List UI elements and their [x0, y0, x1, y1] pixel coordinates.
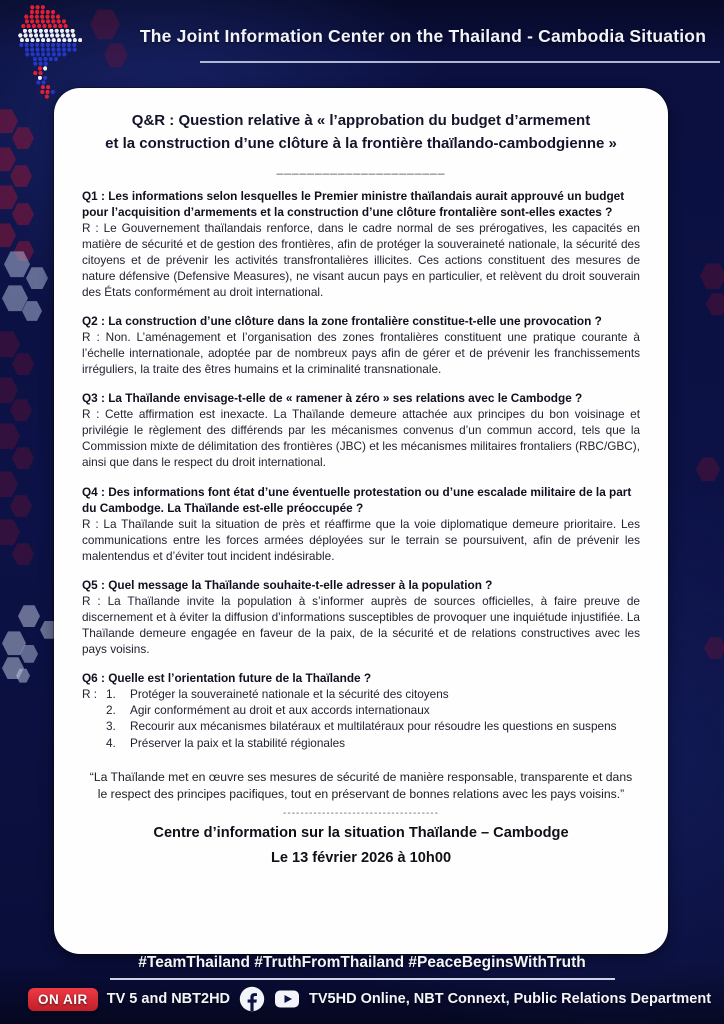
hexagon-shape [0, 146, 16, 172]
qa-section-q2 [82, 313, 640, 377]
document-title-line2: et la construction d’une clôture à la frontière thaïlando-cambodgienne » [105, 134, 617, 152]
question: Q3 : La Thaïlande envisage-t-elle de « ramener à zéro » ses relations avec le Cambodge ? [82, 391, 583, 406]
answer: R : La Thaïlande invite la population à s’informer auprès de sources officielles, à faire preuve de discernement et à éviter la diffusion d’informations susceptibles de provoquer une inquiétude injustifiée. La Thaïlande demeure engagée en faveur de la paix, de la sécurité et de relations constructives avec les pays voisins. [82, 593, 640, 656]
document-card [54, 88, 668, 954]
footer-divider [110, 978, 615, 980]
footer-bar [28, 984, 718, 1014]
closing-quote: “La Thaïlande met en œuvre ses mesures de sécurité de manière responsable, transparente et dans le respect des principes pacifiques, tout en préservant de bonnes relations avec les pays voisins.” [89, 769, 633, 802]
answer: R : La Thaïlande suit la situation de près et réaffirme que la voie diplomatique demeure prioritaire. Les communications entre les forces armées déployées sur le terrain se poursuivent, afin de prévenir les malentendus et d’éviter tout incident indésirable. [82, 516, 640, 563]
qa-section-q3 [82, 390, 640, 470]
question: Q2 : La construction d’une clôture dans la zone frontalière constitue-t-elle une provocation ? [82, 314, 602, 329]
facebook-icon [239, 986, 265, 1012]
hexagon-shape [0, 184, 18, 210]
hashtags: #TeamThailand #TruthFromThailand #PeaceBeginsWithTruth [138, 954, 586, 971]
platforms-label: TV5HD Online, NBT Connext, Public Relations Department [309, 991, 712, 1007]
channels-label: TV 5 and NBT2HD [106, 991, 231, 1007]
on-air-badge: ON AIR [28, 988, 98, 1011]
hexagon-shape [26, 266, 48, 290]
answer: R : Le Gouvernement thaïlandais renforce, dans le cadre normal de ses prérogatives, les capacités en matière de sécurité et de gestion des frontières, afin de protéger la souveraineté nationale, la sécurité des citoyens et de prévenir les activités transfrontalières illicites. Ces actions constituent des mesures de nature défensive (Defensive Measures), ne visant aucun pays en particulier, et relèvent du droit souverain des États conformément au droit international. [82, 221, 640, 300]
question: Q5 : Quel message la Thaïlande souhaite-t-elle adresser à la population ? [82, 577, 493, 592]
hexagon-shape [704, 636, 724, 660]
hexagon-shape [0, 422, 20, 451]
hexagon-shape [10, 398, 32, 422]
organization-line: Centre d’information sur la situation Thaïlande – Cambodge [153, 824, 569, 841]
answer: R : Non. L’aménagement et l’organisation des zones frontalières constituent une pratique courante à l’échelle internationale, adoptée par de nombreux pays afin de gérer et de prévenir les franchissements irréguliers, la traite des êtres humains et la criminalité transnationale. [82, 330, 640, 377]
answer: R : Cette affirmation est inexacte. La Thaïlande demeure attachée aux principes du bon voisinage et privilégie le règlement des différends par les mécanismes convenus d’un commun accord, tels que la Commission mixte de délimitation des frontières (JBC) et les mécanismes militaires frontaliers (RBC/GBC), ainsi que dans le respect du droit international. [82, 407, 640, 470]
answer-list-item: 3. Recourir aux mécanismes bilatéraux et multilatéraux pour résoudre les questions en suspens [106, 719, 617, 734]
header-title: The Joint Information Center on the Thailand - Cambodia Situation [139, 26, 707, 46]
header [0, 0, 724, 88]
hexagon-shape [12, 126, 34, 150]
qa-section-q1 [82, 188, 640, 300]
hexagon-shape [706, 292, 724, 316]
hexagon-shape [12, 542, 34, 566]
hexagon-shape [18, 604, 40, 628]
answer-list-item: R : 1. Protéger la souveraineté nationale et la sécurité des citoyens [82, 686, 449, 701]
qa-section-q6 [82, 670, 640, 751]
hexagon-shape [10, 494, 32, 518]
hexagon-shape [0, 108, 18, 134]
qa-section-q5 [82, 577, 640, 657]
hexagon-shape [0, 222, 16, 248]
footer-separator: ------------------------------------ [283, 807, 439, 819]
answer-list-item: 2. Agir conformément au droit et aux accords internationaux [106, 703, 430, 718]
title-separator: ______________________ [276, 161, 446, 175]
date-line: Le 13 février 2026 à 10h00 [270, 849, 452, 866]
header-divider [200, 61, 720, 63]
question: Q1 : Les informations selon lesquelles le Premier ministre thaïlandais aurait approuvé un budget pour l’acquisition d’armements et la construction d’une clôture frontalière sont-elles exactes ? [82, 189, 625, 220]
question: Q4 : Des informations font état d’une éventuelle protestation ou d’une escalade militaire de la part du Cambodge. La Thaïlande est-elle préoccupée ? [82, 484, 632, 515]
hexagon-shape [12, 352, 34, 376]
hexagon-shape [696, 456, 720, 482]
answer-list-item: 4. Préserver la paix et la stabilité régionales [106, 735, 346, 750]
qa-list [82, 188, 640, 751]
hexagon-shape [0, 518, 20, 547]
hexagon-shape [700, 262, 724, 291]
question: Q6 : Quelle est l’orientation future de la Thaïlande ? [82, 670, 372, 685]
hexagon-shape [10, 164, 32, 188]
youtube-icon [274, 986, 300, 1012]
hexagon-shape [12, 202, 34, 226]
hexagon-shape [12, 446, 34, 470]
document-title [82, 110, 640, 155]
hexagon-shape [0, 470, 18, 499]
document-title-line1: Q&R : Question relative à « l’approbation du budget d’armement [131, 112, 591, 129]
qa-section-q4 [82, 484, 640, 564]
